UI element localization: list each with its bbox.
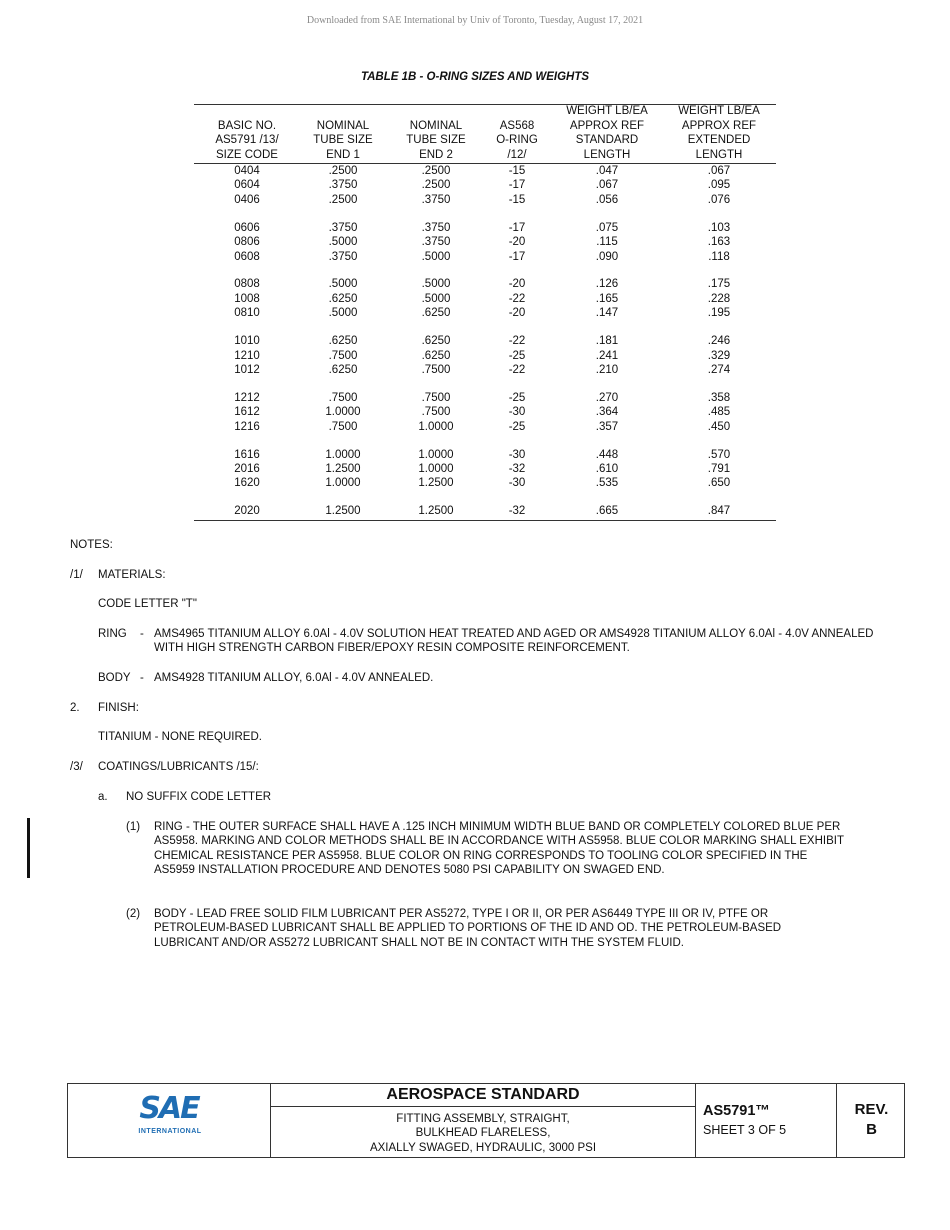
- table-cell-tube-size-end2: 1.2500: [418, 505, 454, 518]
- table-cell-basic-no: 1216: [234, 420, 260, 433]
- table-cell-tube-size-end2: .7500: [421, 406, 451, 419]
- header-line: APPROX REF: [569, 119, 645, 132]
- sae-logo-mark: SAE: [139, 1091, 199, 1126]
- table-cell-as568-oring: -20: [508, 307, 526, 320]
- table-cell-tube-size-end2: .6250: [421, 349, 451, 362]
- notes-heading: NOTES:: [70, 539, 113, 551]
- revision-value: B: [866, 1121, 877, 1138]
- table-cell-weight-standard: .357: [595, 420, 619, 433]
- header-tube-size-end2: [406, 119, 465, 162]
- header-tube-size-end1: [313, 119, 372, 162]
- table-cell-weight-standard: .270: [595, 391, 619, 404]
- table-cell-as568-oring: -20: [508, 278, 526, 291]
- table-cell-tube-size-end1: 1.0000: [325, 477, 361, 490]
- table-cell-basic-no: 0806: [234, 236, 260, 249]
- header-line: O-RING: [496, 134, 538, 147]
- header-line: BASIC NO.: [217, 119, 277, 132]
- table-cell-weight-extended: .195: [707, 307, 731, 320]
- table-cell-tube-size-end2: .6250: [421, 335, 451, 348]
- table-cell-weight-standard: .067: [595, 179, 619, 192]
- table-cell-as568-oring: -22: [508, 335, 526, 348]
- para-2-text: BODY - LEAD FREE SOLID FILM LUBRICANT PER AS5272, TYPE I OR II, OR PER AS6449 TYPE III OR IV, PTFE OR PETROLEUM-BASED LUBRICANT SHALL BE APPLIED TO PORTIONS OF THE ID AND OD. THE PETROLEUM-BASED LUBRICANT AND/OR AS5272 LUBRICANT SHALL NOT BE IN CONTACT WITH THE SYSTEM FLUID.: [154, 908, 782, 949]
- table-cell-basic-no: 2016: [234, 462, 260, 475]
- table-cell-basic-no: 1616: [234, 448, 260, 461]
- header-line: END 1: [326, 148, 360, 161]
- table-cell-weight-standard: .181: [595, 335, 619, 348]
- revision: [837, 1100, 906, 1140]
- table-cell-as568-oring: -30: [508, 448, 526, 461]
- revision-label: REV.: [854, 1101, 889, 1118]
- table-cell-as568-oring: -32: [508, 505, 526, 518]
- note-1-marker: /1/: [70, 569, 83, 581]
- table-cell-tube-size-end2: .2500: [421, 179, 451, 192]
- table-cell-tube-size-end2: .6250: [421, 307, 451, 320]
- header-line: STANDARD: [575, 134, 639, 147]
- table-cell-as568-oring: -25: [508, 391, 526, 404]
- table-cell-weight-extended: .274: [707, 363, 731, 376]
- table-cell-weight-extended: .163: [707, 236, 731, 249]
- table-cell-tube-size-end2: .5000: [421, 292, 451, 305]
- table-cell-basic-no: 0810: [234, 307, 260, 320]
- table-cell-weight-extended: .650: [707, 477, 731, 490]
- table-cell-weight-extended: .329: [707, 349, 731, 362]
- table-cell-tube-size-end2: 1.0000: [418, 448, 454, 461]
- table-cell-tube-size-end1: .7500: [328, 420, 358, 433]
- header-line: /12/: [507, 148, 527, 161]
- table-cell-weight-standard: .610: [595, 462, 619, 475]
- table-cell-tube-size-end2: 1.0000: [418, 420, 454, 433]
- standard-heading: AEROSPACE STANDARD: [386, 1086, 580, 1103]
- header-line: TUBE SIZE: [313, 134, 373, 147]
- table-cell-as568-oring: -32: [508, 462, 526, 475]
- header-line: APPROX REF: [681, 119, 757, 132]
- ring-material-text: AMS4965 TITANIUM ALLOY 6.0Al - 4.0V SOLUTION HEAT TREATED AND AGED OR AMS4928 TITANIUM ALLOY 6.0Al - 4.0V ANNEALED WITH HIGH STRENGTH CARBON FIBER/EPOXY RESIN COMPOSITE REINFORCEMENT.: [154, 628, 874, 655]
- note-3-title: COATINGS/LUBRICANTS /15/:: [98, 761, 259, 773]
- header-line: LENGTH: [695, 148, 743, 161]
- table-cell-weight-standard: .126: [595, 278, 619, 291]
- table-cell-tube-size-end1: .5000: [328, 236, 358, 249]
- table-cell-as568-oring: -25: [508, 420, 526, 433]
- table-cell-weight-standard: .115: [596, 236, 618, 249]
- table-cell-weight-standard: .047: [595, 165, 619, 177]
- table-cell-basic-no: 0608: [234, 250, 260, 263]
- sae-logo-subtext: INTERNATIONAL: [138, 1128, 202, 1135]
- title-block-heading-rule: [270, 1106, 695, 1107]
- table-cell-basic-no: 0808: [234, 278, 260, 291]
- table-cell-as568-oring: -22: [508, 363, 526, 376]
- table-cell-weight-extended: .175: [707, 278, 731, 291]
- table-cell-tube-size-end1: 1.2500: [325, 505, 361, 518]
- sheet-number: SHEET 3 OF 5: [703, 1123, 787, 1137]
- table-cell-weight-extended: .246: [707, 335, 731, 348]
- table-cell-tube-size-end2: 1.2500: [418, 477, 454, 490]
- table-cell-tube-size-end1: .6250: [328, 363, 358, 376]
- table-cell-as568-oring: -17: [508, 221, 526, 234]
- body-dash: -: [140, 672, 144, 684]
- table-cell-basic-no: 1612: [234, 406, 260, 419]
- table-cell-weight-standard: .056: [595, 193, 619, 206]
- table-cell-basic-no: 1008: [234, 292, 260, 305]
- header-line: AS5791 /13/: [215, 134, 279, 147]
- table-cell-as568-oring: -17: [508, 250, 526, 263]
- table-cell-basic-no: 1620: [234, 477, 260, 490]
- table-cell-basic-no: 0606: [234, 221, 260, 234]
- table-cell-basic-no: 2020: [234, 505, 260, 518]
- table-cell-tube-size-end1: .3750: [328, 221, 358, 234]
- table-cell-weight-extended: .118: [708, 250, 730, 263]
- table-cell-tube-size-end1: .5000: [328, 307, 358, 320]
- table-header-rule: [194, 163, 776, 164]
- table-cell-tube-size-end1: 1.2500: [325, 462, 361, 475]
- body-material-text: AMS4928 TITANIUM ALLOY, 6.0Al - 4.0V ANNEALED.: [154, 672, 434, 684]
- header-weight-extended: [678, 104, 760, 162]
- table-cell-as568-oring: -15: [508, 165, 526, 177]
- table-cell-weight-extended: .358: [707, 391, 731, 404]
- table-cell-as568-oring: -20: [508, 236, 526, 249]
- finish-text: TITANIUM - NONE REQUIRED.: [98, 731, 262, 743]
- table-cell-basic-no: 1212: [234, 391, 260, 404]
- table-cell-as568-oring: -25: [508, 349, 526, 362]
- header-line: EXTENDED: [687, 134, 751, 147]
- table-cell-weight-extended: .067: [707, 165, 731, 177]
- table-cell-weight-extended: .103: [707, 221, 731, 234]
- sae-logo: [68, 1084, 270, 1159]
- table-cell-as568-oring: -30: [508, 406, 526, 419]
- table-cell-tube-size-end2: 1.0000: [418, 462, 454, 475]
- table-cell-tube-size-end1: .6250: [328, 335, 358, 348]
- table-cell-weight-standard: .090: [595, 250, 619, 263]
- note-1-title: MATERIALS:: [98, 569, 166, 581]
- header-basic-no: [215, 119, 278, 162]
- table-cell-tube-size-end2: .2500: [421, 165, 451, 177]
- ring-label: RING: [98, 628, 127, 640]
- table-cell-weight-standard: .364: [595, 406, 619, 419]
- header-line: AS568: [499, 119, 535, 132]
- note-2-title: FINISH:: [98, 702, 139, 714]
- table-cell-weight-standard: .210: [595, 363, 619, 376]
- item-a-text: NO SUFFIX CODE LETTER: [126, 791, 272, 803]
- table-cell-weight-standard: .448: [595, 448, 619, 461]
- table-cell-as568-oring: -22: [508, 292, 526, 305]
- table-cell-weight-standard: .241: [595, 349, 619, 362]
- header-weight-standard: [566, 104, 648, 162]
- body-label: BODY: [98, 672, 131, 684]
- table-cell-tube-size-end1: 1.0000: [325, 448, 361, 461]
- document-description: [271, 1112, 695, 1155]
- table-cell-tube-size-end1: .3750: [328, 250, 358, 263]
- table-cell-basic-no: 1012: [234, 363, 260, 376]
- table-cell-weight-extended: .485: [707, 406, 731, 419]
- header-line: TUBE SIZE: [406, 134, 466, 147]
- table-cell-weight-standard: .147: [595, 307, 619, 320]
- table-cell-as568-oring: -17: [508, 179, 526, 192]
- table-cell-tube-size-end1: .2500: [328, 165, 358, 177]
- table-cell-weight-standard: .075: [595, 221, 619, 234]
- table-cell-tube-size-end2: .5000: [421, 250, 451, 263]
- table-cell-basic-no: 0406: [234, 193, 260, 206]
- description-line-2: BULKHEAD FLARELESS,: [415, 1127, 551, 1140]
- header-line: WEIGHT LB/EA: [566, 105, 648, 118]
- code-letter: CODE LETTER "T": [98, 598, 197, 610]
- revision-bar: [27, 818, 30, 878]
- table-cell-tube-size-end2: .5000: [421, 278, 451, 291]
- table-cell-tube-size-end2: .3750: [421, 193, 451, 206]
- header-as568-oring: [496, 119, 538, 162]
- table-cell-tube-size-end1: .6250: [328, 292, 358, 305]
- ring-dash: -: [140, 628, 144, 640]
- table-cell-basic-no: 1010: [234, 335, 260, 348]
- table-cell-weight-extended: .847: [707, 505, 731, 518]
- para-2-marker: (2): [126, 908, 141, 920]
- description-line-3: AXIALLY SWAGED, HYDRAULIC, 3000 PSI: [369, 1141, 597, 1154]
- para-1-marker: (1): [126, 821, 141, 833]
- table-cell-basic-no: 0404: [234, 165, 260, 177]
- table-cell-tube-size-end1: .7500: [328, 349, 358, 362]
- para-1-text: RING - THE OUTER SURFACE SHALL HAVE A .125 INCH MINIMUM WIDTH BLUE BAND OR COMPLETELY COLORED BLUE PER AS5958. MARKING AND COLOR METHODS SHALL BE IN ACCORDANCE WITH AS5958. BLUE COLOR MARKING SHALL EXHIBIT CHEMICAL RESISTANCE PER AS5958. BLUE COLOR ON RING CORRESPONDS TO TOOLING COLOR SPECIFIED IN THE AS5959 INSTALLATION PROCEDURE AND DENOTES 5080 PSI CAPABILITY ON SWAGED END.: [154, 821, 844, 877]
- table-cell-weight-extended: .450: [707, 420, 731, 433]
- header-line: LENGTH: [583, 148, 631, 161]
- table-cell-tube-size-end2: .3750: [421, 236, 451, 249]
- table-cell-tube-size-end2: .3750: [421, 221, 451, 234]
- header-line: SIZE CODE: [216, 148, 278, 161]
- title-block: [67, 1083, 905, 1158]
- table-cell-weight-extended: .570: [707, 448, 731, 461]
- table-cell-weight-extended: .228: [707, 292, 731, 305]
- table-cell-basic-no: 1210: [234, 349, 260, 362]
- header-line: NOMINAL: [316, 119, 370, 132]
- title-block-divider: [695, 1084, 696, 1157]
- table-cell-tube-size-end1: .5000: [328, 278, 358, 291]
- table-cell-weight-standard: .665: [595, 505, 619, 518]
- table-cell-tube-size-end1: .7500: [328, 391, 358, 404]
- note-3-marker: /3/: [70, 761, 83, 773]
- table-cell-weight-extended: .095: [707, 179, 731, 192]
- table-cell-tube-size-end1: .3750: [328, 179, 358, 192]
- header-line: NOMINAL: [409, 119, 463, 132]
- header-line: END 2: [419, 148, 453, 161]
- table-cell-weight-standard: .535: [595, 477, 619, 490]
- table-cell-as568-oring: -15: [508, 193, 526, 206]
- header-line: WEIGHT LB/EA: [678, 105, 760, 118]
- table-bottom-rule: [194, 520, 776, 521]
- table-cell-tube-size-end2: .7500: [421, 391, 451, 404]
- table-cell-basic-no: 0604: [234, 179, 260, 192]
- table-cell-as568-oring: -30: [508, 477, 526, 490]
- note-2-marker: 2.: [70, 702, 80, 714]
- download-notice: Downloaded from SAE International by Univ of Toronto, Tuesday, August 17, 2021: [306, 15, 644, 26]
- table-cell-tube-size-end1: 1.0000: [325, 406, 361, 419]
- table-cell-tube-size-end1: .2500: [328, 193, 358, 206]
- table-title: TABLE 1B - O-RING SIZES AND WEIGHTS: [360, 71, 590, 83]
- item-a-marker: a.: [98, 791, 108, 803]
- table-cell-weight-standard: .165: [595, 292, 619, 305]
- table-cell-weight-extended: .791: [707, 462, 731, 475]
- table-cell-tube-size-end2: .7500: [421, 363, 451, 376]
- description-line-1: FITTING ASSEMBLY, STRAIGHT,: [396, 1113, 570, 1125]
- document-number: AS5791™: [703, 1103, 770, 1119]
- table-cell-weight-extended: .076: [707, 193, 731, 206]
